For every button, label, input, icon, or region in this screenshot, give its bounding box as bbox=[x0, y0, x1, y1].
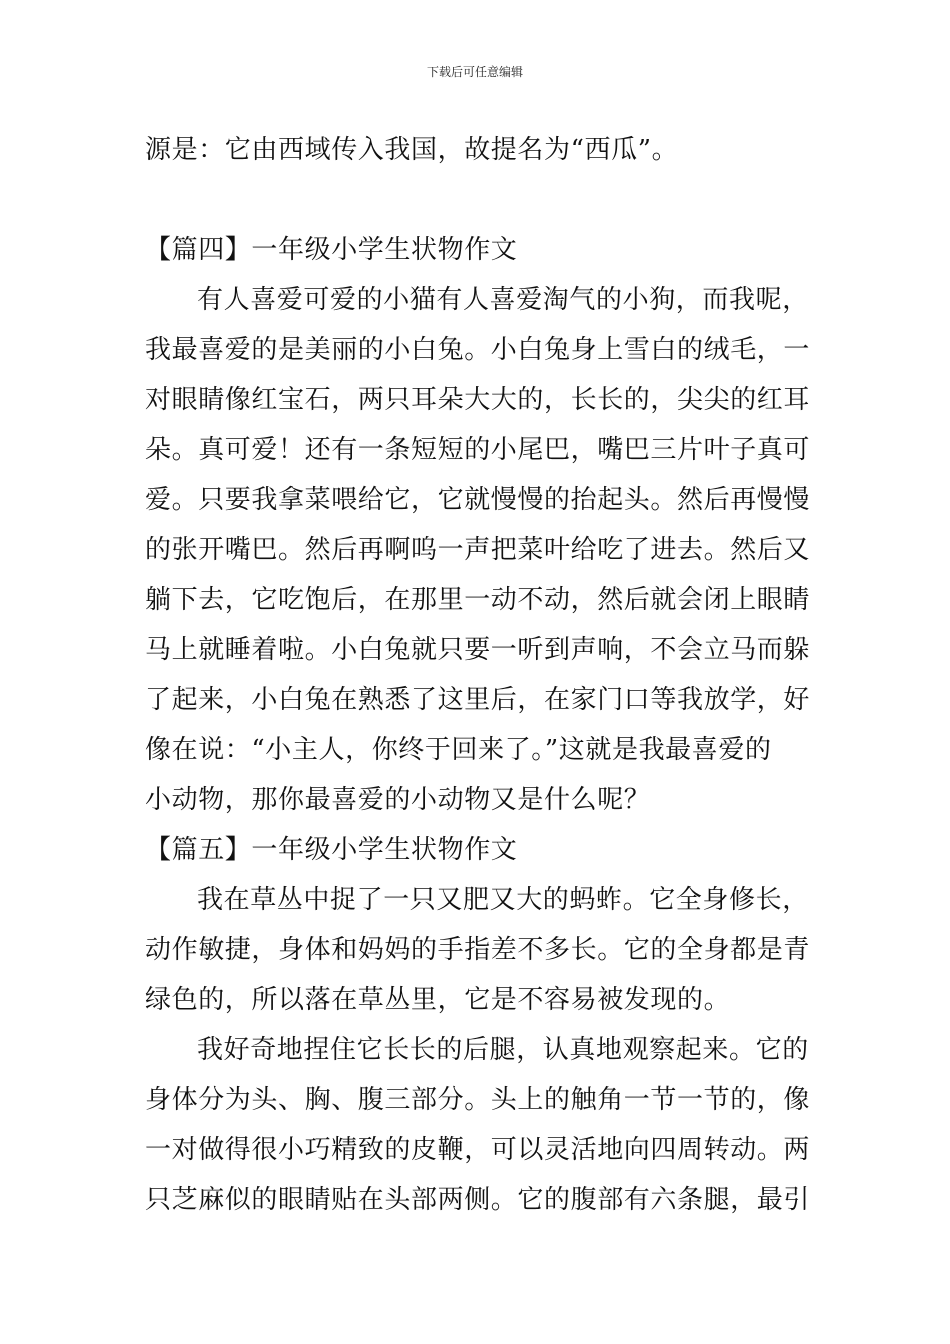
part5-line: 绿色的，所以落在草丛里，它是不容易被发现的。 bbox=[145, 985, 731, 1015]
part4-line: 我最喜爱的是美丽的小白兔。小白兔身上雪白的绒毛，一 bbox=[145, 335, 811, 365]
part5-line: 我在草丛中捉了一只又肥又大的蚂蚱。它全身修长， bbox=[197, 885, 809, 915]
part4-paragraph bbox=[145, 275, 811, 825]
intro-line: 源是：它由西域传入我国，故提名为“西瓜”。 bbox=[145, 135, 679, 165]
part4-line: 了起来，小白兔在熟悉了这里后，在家门口等我放学，好 bbox=[145, 685, 811, 715]
part4-line: 小动物，那你最喜爱的小动物又是什么呢？ bbox=[145, 785, 651, 815]
document-body bbox=[145, 125, 811, 1225]
part5-paragraph-1 bbox=[145, 875, 811, 1025]
part5-line: 一对做得很小巧精致的皮鞭，可以灵活地向四周转动。两 bbox=[145, 1135, 811, 1165]
part4-line: 像在说：“小主人，你终于回来了。”这就是我最喜爱的 bbox=[145, 735, 772, 765]
paragraph-gap bbox=[145, 175, 807, 225]
part4-line: 有人喜爱可爱的小猫有人喜爱淘气的小狗，而我呢， bbox=[197, 285, 809, 315]
page-header-note: 下载后可任意编辑 bbox=[426, 65, 523, 79]
part5-paragraph-2 bbox=[145, 1025, 811, 1225]
part4-line: 的张开嘴巴。然后再啊呜一声把菜叶给吃了进去。然后又 bbox=[145, 535, 811, 565]
part4-line: 爱。只要我拿菜喂给它，它就慢慢的抬起头。然后再慢慢 bbox=[145, 485, 811, 515]
part5-line: 身体分为头、胸、腹三部分。头上的触角一节一节的，像 bbox=[145, 1085, 811, 1115]
part5-title: 【篇五】一年级小学生状物作文 bbox=[145, 835, 518, 865]
part4-line: 对眼睛像红宝石，两只耳朵大大的，长长的，尖尖的红耳 bbox=[145, 385, 811, 415]
part5-line: 我好奇地捏住它长长的后腿，认真地观察起来。它的 bbox=[197, 1035, 809, 1065]
part5-line: 动作敏捷，身体和妈妈的手指差不多长。它的全身都是青 bbox=[145, 935, 811, 965]
part4-line: 马上就睡着啦。小白兔就只要一听到声响，不会立马而躲 bbox=[145, 635, 811, 665]
part5-line: 只芝麻似的眼睛贴在头部两侧。它的腹部有六条腿，最引 bbox=[145, 1185, 811, 1215]
part4-title: 【篇四】一年级小学生状物作文 bbox=[145, 235, 518, 265]
part4-line: 躺下去，它吃饱后，在那里一动不动，然后就会闭上眼睛 bbox=[145, 585, 811, 615]
part4-line: 朵。真可爱！还有一条短短的小尾巴，嘴巴三片叶子真可 bbox=[145, 435, 811, 465]
